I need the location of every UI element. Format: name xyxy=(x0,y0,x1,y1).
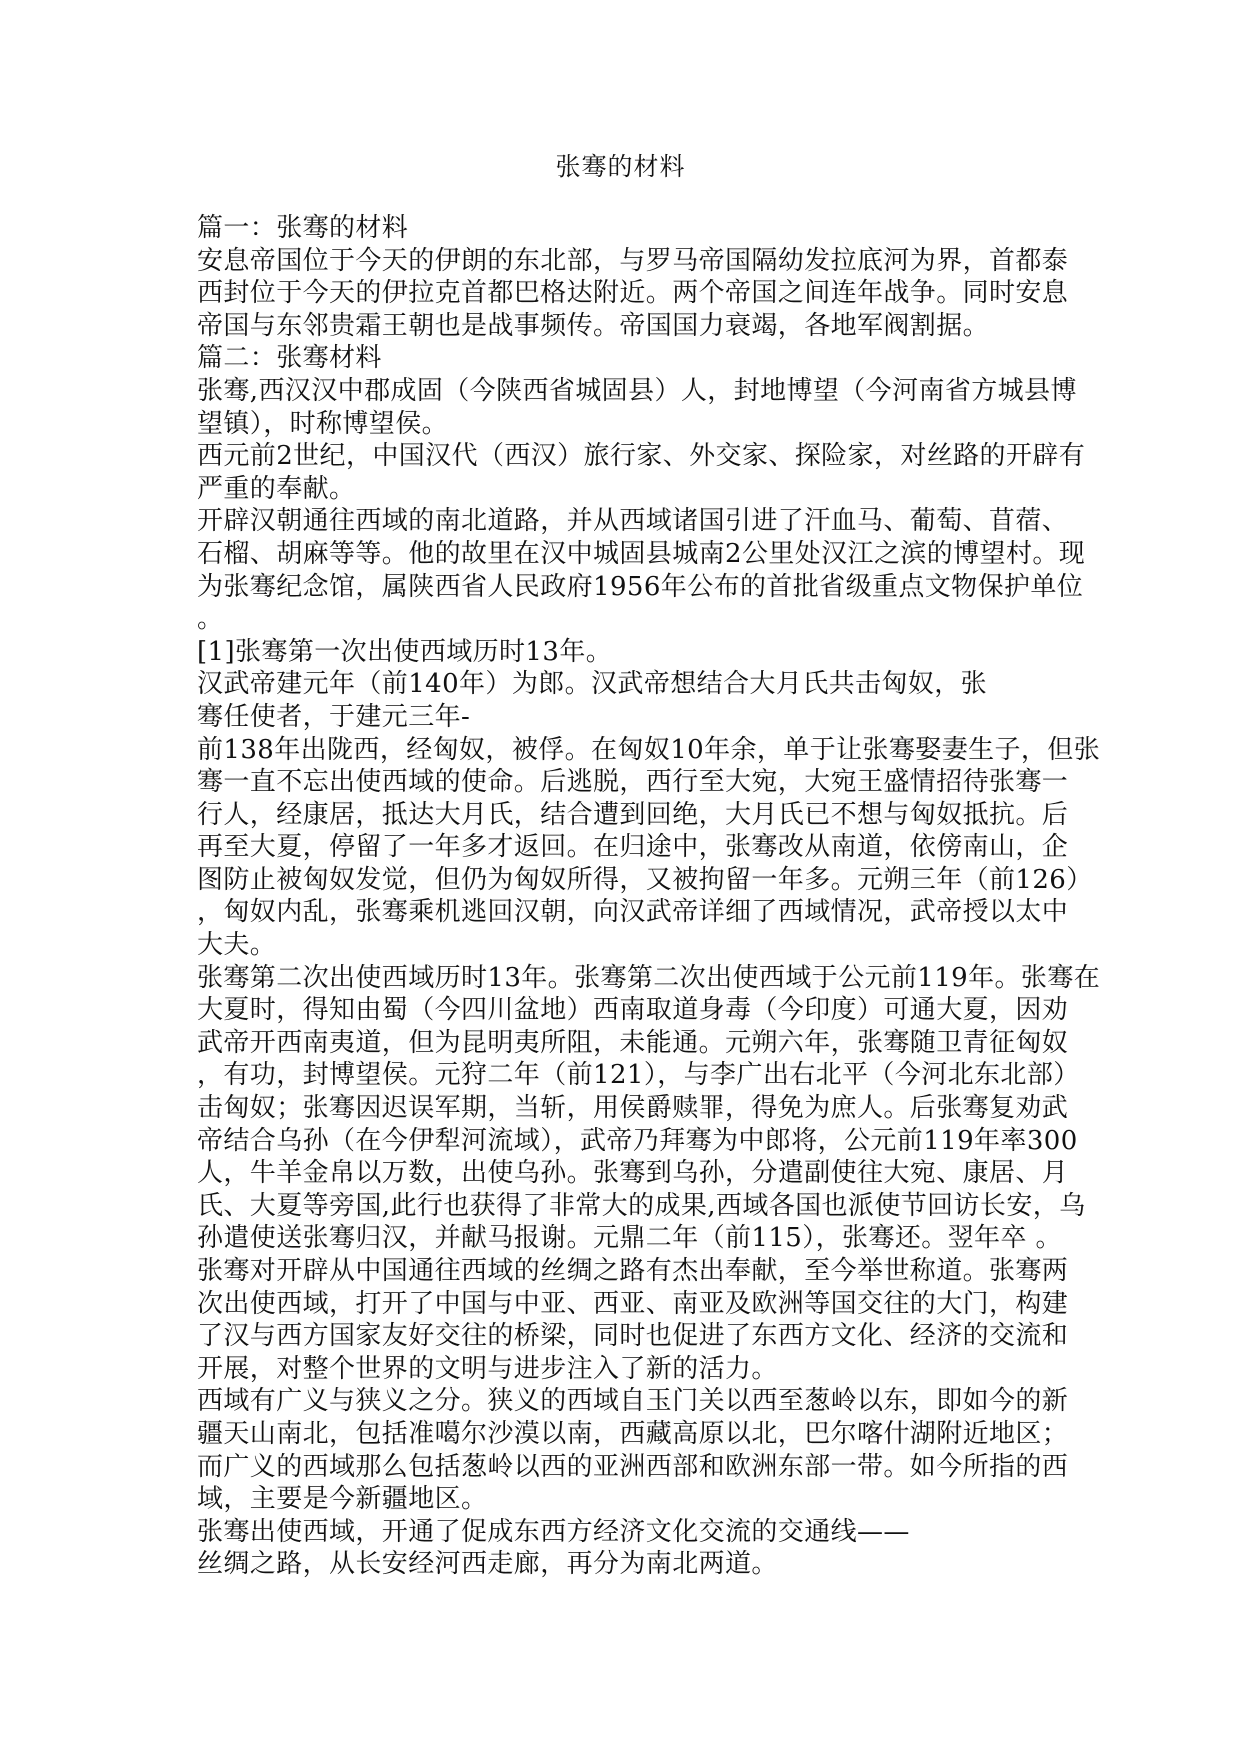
body-line: 张骞对开辟从中国通往西域的丝绸之路有杰出奉献，至今举世称道。张骞两 xyxy=(197,1256,1069,1286)
body-line: 开展，对整个世界的文明与进步注入了新的活力。 xyxy=(197,1353,778,1384)
body-line: ，有功，封博望侯。元狩二年（前121），与李广出右北平（今河北东北部） xyxy=(197,1060,1080,1091)
body-line: 骞任使者，于建元三年- xyxy=(197,701,471,732)
body-line: 开辟汉朝通往西域的南北道路，并从西域诸国引进了汗血马、葡萄、苜蓿、 xyxy=(197,506,1069,537)
body-line: 而广义的西域那么包括葱岭以西的亚洲西部和欧洲东部一带。如今所指的西 xyxy=(197,1451,1069,1482)
body-line: 人，牛羊金帛以万数，出使乌孙。张骞到乌孙，分遣副使往大宛、康居、月 xyxy=(197,1158,1069,1189)
body-line: 行人，经康居，抵达大月氏，结合遭到回绝，大月氏已不想与匈奴抵抗。后 xyxy=(197,799,1069,830)
body-line: 氏、大夏等旁国,此行也获得了非常大的成果,西域各国也派使节回访长安，乌 xyxy=(197,1190,1086,1221)
body-line: 次出使西域，打开了中国与中亚、西亚、南亚及欧洲等国交往的大门，构建 xyxy=(197,1288,1069,1319)
document-title: 张骞的材料 xyxy=(555,152,686,181)
body-line: 西域有广义与狭义之分。狭义的西域自玉门关以西至葱岭以东，即如今的新 xyxy=(197,1386,1069,1417)
body-line: 击匈奴；张骞因迟误军期，当斩，用侯爵赎罪，得免为庶人。后张骞复劝武 xyxy=(197,1093,1069,1124)
body-line: 前138年出陇西，经匈奴，被俘。在匈奴10年余，单于让张骞娶妻生子，但张 xyxy=(197,734,1101,765)
body-line: 安息帝国位于今天的伊朗的东北部，与罗马帝国隔幼发拉底河为界，首都泰 xyxy=(197,245,1069,276)
body-line: 严重的奉献。 xyxy=(197,473,356,504)
body-line: 张骞出使西域，开通了促成东西方经济文化交流的交通线—— xyxy=(197,1516,910,1547)
body-line: 石榴、胡麻等等。他的故里在汉中城固县城南2公里处汉江之滨的博望村。现 xyxy=(197,538,1086,569)
body-line: 大夫。 xyxy=(197,930,277,961)
body-line: 武帝开西南夷道，但为昆明夷所阻，未能通。元朔六年，张骞随卫青征匈奴 xyxy=(197,1027,1069,1058)
body-line: 域，主要是今新疆地区。 xyxy=(197,1484,488,1515)
body-line: 篇二：张骞材料 xyxy=(197,343,382,374)
document-body xyxy=(197,212,1101,1581)
body-line: 孙遣使送张骞归汉，并献马报谢。元鼎二年（前115），张骞还。翌年卒 。 xyxy=(197,1223,1062,1254)
body-line: 图防止被匈奴发觉，但仍为匈奴所得，又被拘留一年多。元朔三年（前126） xyxy=(197,864,1093,895)
body-line: 疆天山南北，包括准噶尔沙漠以南，西藏高原以北，巴尔喀什湖附近地区； xyxy=(197,1418,1069,1449)
body-line: 再至大夏，停留了一年多才返回。在归途中，张骞改从南道，依傍南山，企 xyxy=(197,832,1069,863)
body-line: 帝国与东邻贵霜王朝也是战事频传。帝国国力衰竭，各地军阀割据。 xyxy=(197,310,990,341)
body-line: 张骞第二次出使西域历时13年。张骞第二次出使西域于公元前119年。张骞在 xyxy=(197,962,1101,993)
body-line: 汉武帝建元年（前140年）为郎。汉武帝想结合大月氏共击匈奴，张 xyxy=(197,669,988,700)
body-line: 篇一：张骞的材料 xyxy=(197,213,409,243)
body-line: 大夏时，得知由蜀（今四川盆地）西南取道身毒（今印度）可通大夏，因劝 xyxy=(197,995,1069,1026)
body-line: 。 xyxy=(197,604,224,635)
body-line: [1]张骞第一次出使西域历时13年。 xyxy=(197,636,613,667)
body-line: 了汉与西方国家友好交往的桥梁，同时也促进了东西方文化、经济的交流和 xyxy=(197,1321,1069,1352)
body-line: 望镇），时称博望侯。 xyxy=(197,408,449,439)
body-line: 张骞,西汉汉中郡成固（今陕西省城固县）人，封地博望（今河南省方城县博 xyxy=(197,375,1077,406)
body-line: ，匈奴内乱，张骞乘机逃回汉朝，向汉武帝详细了西域情况，武帝授以太中 xyxy=(197,897,1069,928)
body-line: 西封位于今天的伊拉克首都巴格达附近。两个帝国之间连年战争。同时安息 xyxy=(197,278,1069,309)
body-line: 丝绸之路，从长安经河西走廊，再分为南北两道。 xyxy=(197,1549,778,1580)
body-line: 为张骞纪念馆，属陕西省人民政府1956年公布的首批省级重点文物保护单位 xyxy=(197,571,1084,602)
body-line: 骞一直不忘出使西域的使命。后逃脱，西行至大宛，大宛王盛情招待张骞一 xyxy=(197,767,1069,798)
body-line: 西元前2世纪，中国汉代（西汉）旅行家、外交家、探险家，对丝路的开辟有 xyxy=(197,441,1086,472)
body-line: 帝结合乌孙（在今伊犁河流域），武帝乃拜骞为中郎将，公元前119年率300 xyxy=(197,1125,1078,1156)
